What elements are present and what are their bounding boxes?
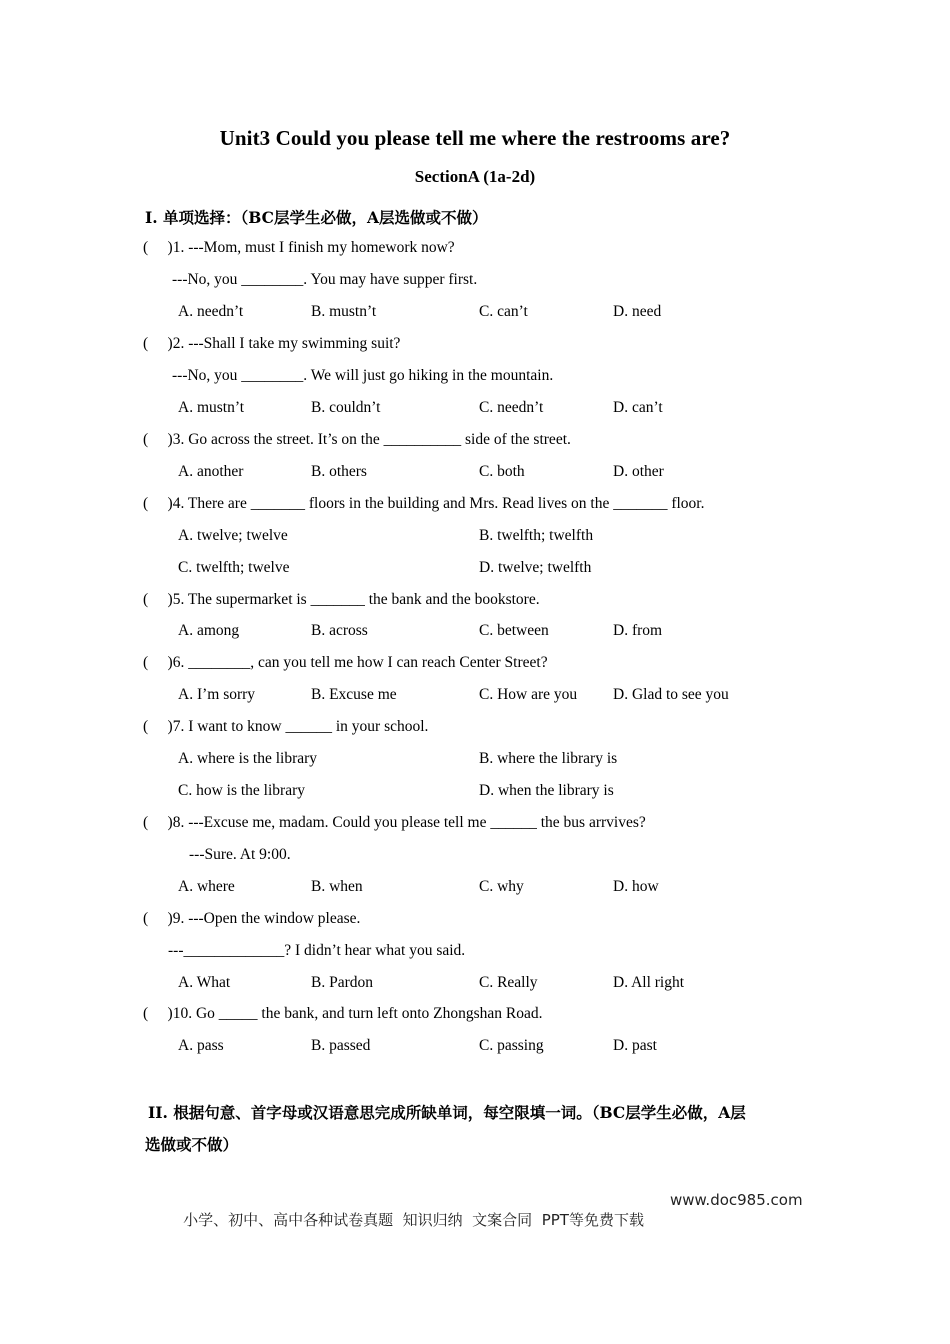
question-2-option-d: D. can’t [613, 399, 663, 416]
question-10-option-b: B. passed [311, 1037, 371, 1054]
question-5-stem: ( )5. The supermarket is _______ the bank and the bookstore. [143, 591, 540, 608]
page-footer [164, 1191, 803, 1266]
question-5-option-a: A. among [178, 622, 240, 639]
question-5-option-b: B. across [311, 622, 368, 639]
question-4-option-c: C. twelfth; twelve [178, 559, 290, 576]
question-7-stem: ( )7. I want to know ______ in your school. [143, 718, 429, 735]
question-4-option-a: A. twelve; twelve [178, 527, 288, 544]
question-2-option-c: C. needn’t [479, 399, 544, 416]
question-10-option-c: C. passing [479, 1037, 544, 1054]
question-2-option-b: B. couldn’t [311, 399, 381, 416]
question-4-option-d: D. twelve; twelfth [479, 559, 592, 576]
question-1-option-d: D. need [613, 303, 662, 320]
question-1-option-a: A. needn’t [178, 303, 244, 320]
question-1-stem: ( )1. ---Mom, must I finish my homework now? [143, 239, 455, 256]
question-8-option-b: B. when [311, 878, 363, 895]
question-3-option-a: A. another [178, 463, 244, 480]
question-8-answer-line: ---Sure. At 9:00. [189, 846, 291, 863]
question-9-option-c: C. Really [479, 974, 538, 991]
question-2-answer-line: ---No, you ________. We will just go hiking in the mountain. [172, 367, 554, 384]
question-7-option-b: B. where the library is [479, 750, 618, 767]
question-10-option-d: D. past [613, 1037, 657, 1054]
question-6-option-d: D. Glad to see you [613, 686, 729, 703]
document-title: Unit3 Could you please tell me where the restrooms are? [219, 126, 731, 150]
question-10-option-a: A. pass [178, 1037, 224, 1054]
question-1-answer-line: ---No, you ________. You may have supper first. [172, 271, 478, 288]
question-6-option-c: C. How are you [479, 686, 578, 703]
question-3-option-b: B. others [311, 463, 367, 480]
question-9-stem: ( )9. ---Open the window please. [143, 910, 361, 927]
question-6-option-b: B. Excuse me [311, 686, 397, 703]
question-9-option-b: B. Pardon [311, 974, 373, 991]
question-2-stem: ( )2. ---Shall I take my swimming suit? [143, 335, 401, 352]
question-1-option-b: B. mustn’t [311, 303, 377, 320]
question-7-option-a: A. where is the library [178, 750, 318, 767]
question-2-option-a: A. mustn’t [178, 399, 245, 416]
question-8-option-a: A. where [178, 878, 235, 895]
question-4-option-b: B. twelfth; twelfth [479, 527, 594, 544]
question-3-option-c: C. both [479, 463, 525, 480]
question-8-stem: ( )8. ---Excuse me, madam. Could you please tell me ______ the bus arrvives? [143, 814, 646, 831]
question-7-option-d: D. when the library is [479, 782, 614, 799]
question-3-option-d: D. other [613, 463, 664, 480]
footer-text: 小学、初中、高中各种试卷真题 知识归纳 文案合同 PPT等免费下载 [183, 1211, 644, 1229]
question-8-option-d: D. how [613, 878, 659, 895]
section-2-heading-line-1: II. 根据句意、首字母或汉语意思完成所缺单词，每空限填一词。（BC层学生必做，A层 [148, 1103, 746, 1122]
question-3-stem: ( )3. Go across the street. It’s on the __________ side of the street. [143, 431, 571, 448]
question-4-stem: ( )4. There are _______ floors in the building and Mrs. Read lives on the _______ floor. [143, 495, 705, 512]
question-9-answer-line: ---_____________? I didn’t hear what you said. [168, 942, 466, 959]
question-9-option-d: D. All right [613, 974, 685, 991]
question-10-stem: ( )10. Go _____ the bank, and turn left onto Zhongshan Road. [143, 1005, 543, 1022]
question-6-stem: ( )6. ________, can you tell me how I can reach Center Street? [143, 654, 548, 671]
section-2-heading-line-2: 选做或不做） [145, 1135, 239, 1154]
question-5-option-c: C. between [479, 622, 549, 639]
question-8-option-c: C. why [479, 878, 524, 895]
question-7-option-c: C. how is the library [178, 782, 305, 799]
document-subtitle: SectionA (1a-2d) [414, 167, 536, 186]
question-5-option-d: D. from [613, 622, 663, 639]
question-9-option-a: A. What [178, 974, 231, 991]
question-1-option-c: C. can’t [479, 303, 528, 320]
section-1-heading: I. 单项选择：（BC层学生必做，A层选做或不做） [145, 208, 488, 227]
question-6-option-a: A. I’m sorry [178, 686, 256, 703]
footer-website-link[interactable]: www.doc985.com [670, 1191, 803, 1209]
